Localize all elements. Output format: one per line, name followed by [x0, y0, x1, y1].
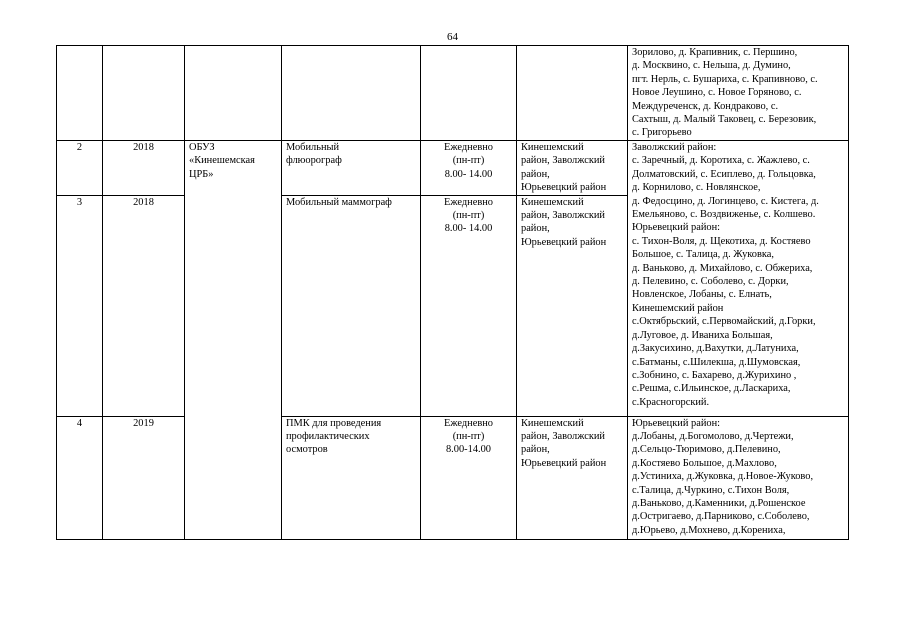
row-year: 2018 — [133, 196, 154, 208]
cell-districts — [517, 46, 628, 141]
areas-text: Юрьевецкий район: д.Лобаны, д.Богомолово, д.Чертежи, д.Сельцо-Тюримово, д.Пелевино, д.Костяево Большое, д.Махлово, д.Устиниха, д.Жуковка, д.Новое-Жуково, с.Талица, д.Чуркино, с.Тихон Воля, д.Ваньково, д.Каменники, д.Рошенское д.Остригаево, д.Парниково, с.Соболево, д.Юрьево, д.Мохнево, д.Корениха, — [632, 417, 814, 536]
cell-areas — [628, 141, 849, 417]
cell-equipment — [282, 141, 421, 196]
cell-districts — [517, 416, 628, 539]
equipment-name: Мобильный маммограф — [286, 196, 392, 208]
districts-text: Кинешемский район, Заволжский район, Юрьевецкий район — [521, 417, 607, 469]
row-number: 2 — [76, 142, 83, 153]
cell-num — [57, 46, 103, 141]
cell-num — [57, 416, 103, 539]
areas-text: Зорилово, д. Крапивник, с. Першино, д. Москвино, с. Нельша, д. Думино, пгт. Нерль, с. Бушариха, с. Крапивново, с. Новое Леушино, с. Новое Горяново, с. Междуреченск, д. Кондраково, с. Сахтыш, д. Малый Таковец, с. Березовик, с. Григорьево — [632, 47, 818, 139]
row-number: 3 — [76, 196, 83, 208]
cell-year — [103, 46, 185, 141]
districts-text: Кинешемский район, Заволжский район, Юрьевецкий район — [521, 196, 607, 248]
cell-equipment — [282, 46, 421, 141]
cell-year — [103, 416, 185, 539]
cell-districts — [517, 141, 628, 196]
table-row — [57, 141, 849, 196]
cell-num — [57, 141, 103, 196]
cell-equipment — [282, 195, 421, 416]
cell-schedule — [421, 416, 517, 539]
equipment-name: Мобильный флюорограф — [286, 142, 342, 167]
districts-text: Кинешемский район, Заволжский район, Юрьевецкий район — [521, 142, 607, 194]
cell-year — [103, 141, 185, 196]
row-year: 2018 — [133, 142, 154, 153]
schedule-text: Ежедневно (пн-пт) 8.00- 14.00 — [444, 142, 493, 180]
cell-areas — [628, 46, 849, 141]
organization-name: ОБУЗ «Кинешемская ЦРБ» — [189, 142, 255, 180]
cell-year — [103, 195, 185, 416]
cell-equipment — [282, 416, 421, 539]
cell-organization — [185, 46, 282, 141]
row-number: 4 — [76, 417, 83, 429]
cell-organization — [185, 141, 282, 540]
row-year: 2019 — [133, 417, 154, 429]
equipment-name: ПМК для проведения профилактических осмотров — [286, 417, 382, 456]
schedule-text: Ежедневно (пн-пт) 8.00-14.00 — [444, 417, 493, 456]
cell-areas — [628, 416, 849, 539]
cell-num — [57, 195, 103, 416]
table-row — [57, 416, 849, 539]
document-table — [56, 45, 849, 540]
cell-schedule — [421, 46, 517, 141]
cell-schedule — [421, 141, 517, 196]
schedule-text: Ежедневно (пн-пт) 8.00- 14.00 — [444, 196, 493, 235]
areas-text: Заволжский район: с. Заречный, д. Коротиха, с. Жажлево, с. Долматовский, с. Есиплево, д. Гольцовка, д. Корнилово, с. Новлянское, д. Федосцино, д. Логинцево, с. Кистега, д. Емельяново, с. Воздвиженье, с. Колшево. Юрьевецкий район: с. Тихон-Воля, д. Щекотиха, д. Костяево Большое, с. Талица, д. Жуковка, д. Ваньково, д. Михайлово, с. Обжериха, д. Пелевино, с. Соболево, с. Дорки, Новленское, Лобаны, с. Елнать, Кинешемский район с.Октябрьский, с.Первомайский, д.Горки, д.Луговое, д. Иваниха Большая, д.Закусихино, д.Вахутки, д.Латуниха, с.Батманы, с.Шилекша, д.Шумовская, с.Зобнино, с. Бахарево, д.Журихино , с.Решма, с.Ильинское, д.Ласкариха, с.Красногорский. — [632, 142, 819, 408]
cell-districts — [517, 195, 628, 416]
page-number: 64 — [447, 31, 458, 43]
table-row-continued — [57, 46, 849, 141]
cell-schedule — [421, 195, 517, 416]
